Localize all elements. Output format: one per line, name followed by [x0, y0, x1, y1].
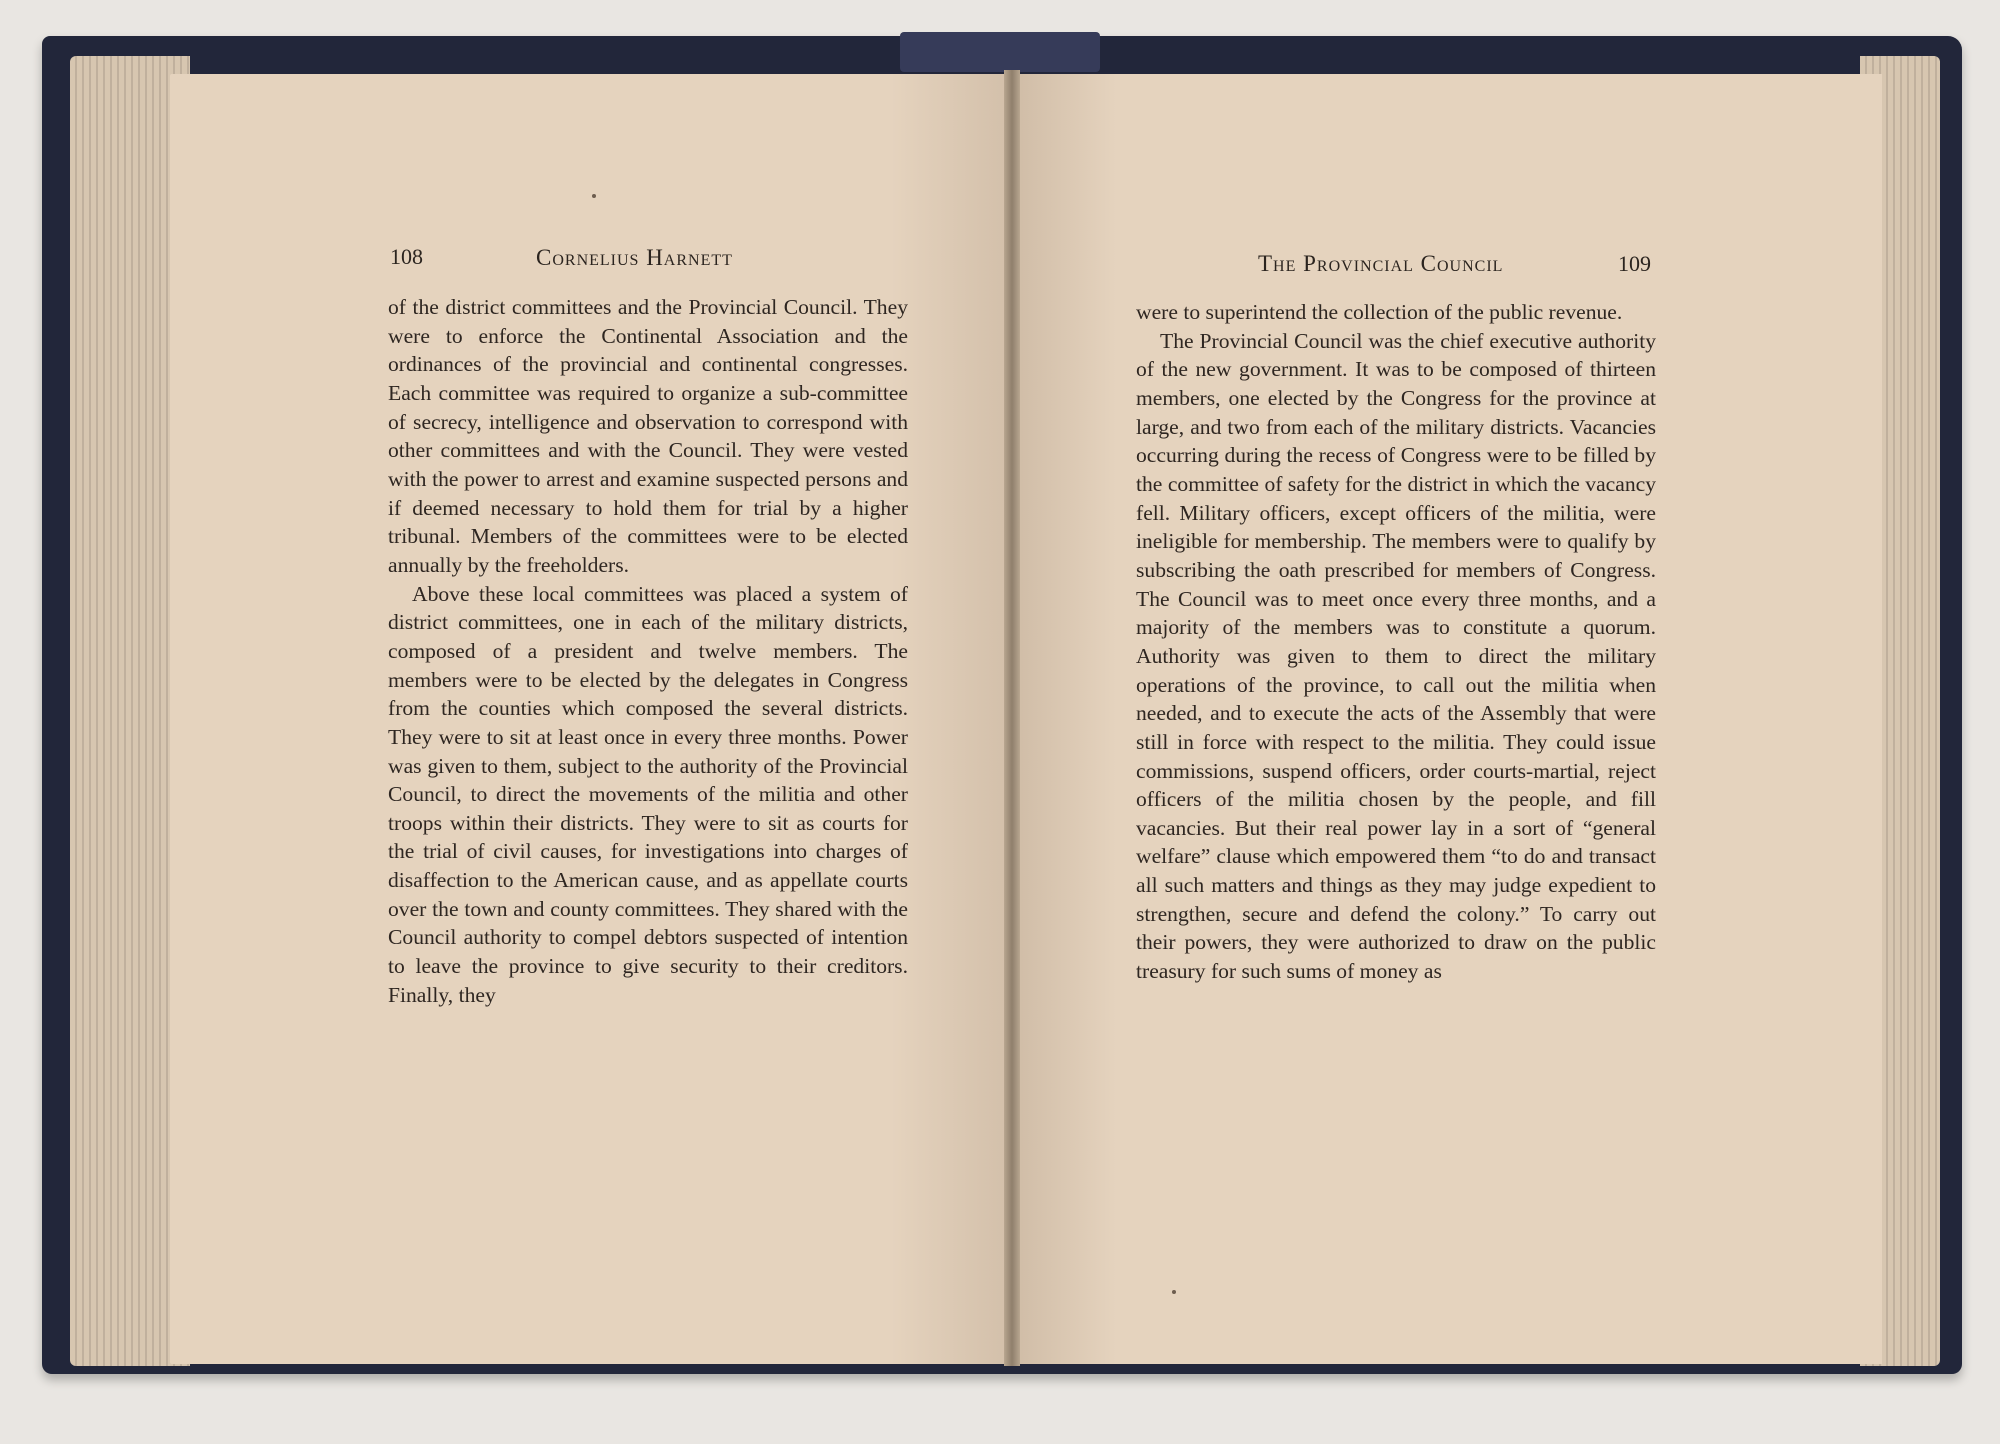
paper-speck — [592, 194, 596, 198]
right-paragraph-1: were to superintend the collection of the public revenue. — [1136, 300, 1623, 324]
left-page-number: 108 — [390, 244, 423, 269]
left-paragraph-2: Above these local committees was placed a system of district committees, one in each of the military districts, composed of a president and twelve members. The members were to be elected by the delegates in Congress from the counties which composed the several districts. They were to sit at least once in every three months. Power was given to them, subject to the authority of the Provincial Council, to direct the movements of the militia and other troops within their districts. They were to sit as courts for the trial of civil causes, for investigations into charges of disaffection to the American cause, and as appellate courts over the town and county committees. They shared with the Council authority to compel debtors suspected of intention to leave the province to give security to their creditors. Finally, they — [388, 581, 908, 1007]
left-running-head: Cornelius Harnett — [536, 245, 733, 270]
right-page-number: 109 — [1618, 251, 1651, 276]
right-page-text — [1136, 298, 1656, 986]
book-spine — [900, 32, 1100, 72]
right-running-head: The Provincial Council — [1258, 251, 1504, 276]
paper-speck — [1172, 1290, 1176, 1294]
book-gutter — [1004, 70, 1020, 1366]
left-page-text — [388, 293, 908, 1009]
right-paragraph-2: The Provincial Council was the chief executive authority of the new government. It was to be composed of thirteen members, one elected by the Congress for the province at large, and two from each of the military districts. Vacancies occurring during the recess of Congress were to be filled by the committee of safety for the district in which the vacancy fell. Military officers, except officers of the militia, were ineligible for membership. The members were to qualify by subscribing the oath prescribed for members of Congress. The Council was to meet once every three months, and a majority of the members was to constitute a quorum. Authority was given to them to direct the military operations of the province, to call out the militia when needed, and to execute the acts of the Assembly that were still in force with respect to the militia. They could issue commissions, suspend officers, order courts-martial, reject officers of the militia chosen by the people, and fill vacancies. But their real power lay in a sort of “general welfare” clause which empowered them “to do and transact all such matters and things as they may judge expedient to strengthen, secure and defend the colony.” To carry out their powers, they were authorized to draw on the public treasury for such sums of money as — [1136, 328, 1656, 984]
left-paragraph-1: of the district committees and the Provincial Council. They were to enforce the Continental Association and the ordinances of the provincial and continental congresses. Each committee was required to organize a sub-committee of secrecy, intelligence and observation to correspond with other committees and with the Council. They were vested with the power to arrest and examine suspected persons and if deemed necessary to hold them for trial by a higher tribunal. Members of the committees were to be elected annually by the freeholders. — [388, 295, 908, 577]
